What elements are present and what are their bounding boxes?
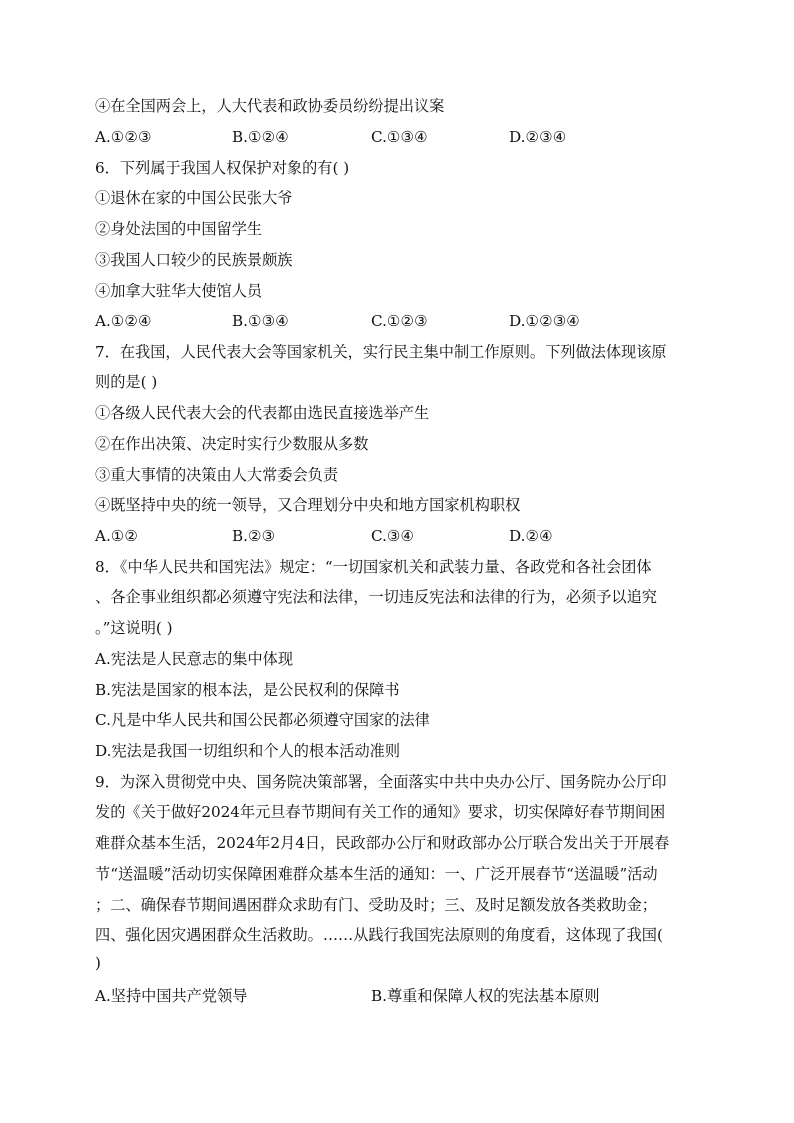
- q7-item-4: ④既坚持中央的统一领导，又合理划分中央和地方国家机构职权: [95, 496, 521, 514]
- q8-stem-line-1: 8．《中华人民共和国宪法》规定：“一切国家机关和武装力量、各政党和各社会团体: [95, 558, 652, 576]
- q7-item-2: ②在作出决策、决定时实行少数服从多数: [95, 435, 369, 453]
- q8-option-d: D.宪法是我国一切组织和个人的根本活动准则: [95, 742, 401, 760]
- q5-option-d: D.②③④: [509, 128, 567, 146]
- q6-stem: 6．下列属于我国人权保护对象的有( ): [95, 159, 350, 177]
- q7-option-b: B.②③: [232, 527, 276, 545]
- q7-stem-line-1: 7．在我国，人民代表大会等国家机关，实行民主集中制工作原则。下列做法体现该原: [95, 343, 667, 361]
- q8-option-b: B.宪法是国家的根本法，是公民权利的保障书: [95, 681, 400, 699]
- q9-stem-line-4: 节“送温暖”活动切实保障困难群众基本生活的通知：一、广泛开展春节“送温暖”活动: [95, 865, 658, 883]
- q9-stem-line-7: ): [95, 954, 101, 972]
- q5-option-a: A.①②③: [95, 128, 152, 146]
- q7-stem-line-2: 则的是( ): [95, 373, 158, 391]
- q8-stem-line-3: 。”这说明( ): [95, 619, 173, 637]
- q5-option-b: B.①②④: [232, 128, 289, 146]
- q8-option-c: C.凡是中华人民共和国公民都必须遵守国家的法律: [95, 711, 430, 729]
- q6-option-c: C.①②③: [371, 312, 428, 330]
- q9-stem-line-6: 四、强化因灾遇困群众生活救助。……从践行我国宪法原则的角度看，这体现了我国(: [95, 926, 663, 944]
- q9-stem-line-2: 发的《关于做好2024年元旦春节期间有关工作的通知》要求，切实保障好春节期间困: [95, 803, 666, 821]
- q5-option-c: C.①③④: [371, 128, 428, 146]
- q8-option-a: A.宪法是人民意志的集中体现: [95, 650, 294, 668]
- q9-option-a: A.坚持中国共产党领导: [95, 987, 248, 1005]
- q7-option-c: C.③④: [371, 527, 415, 545]
- q6-item-1: ①退休在家的中国公民张大爷: [95, 189, 293, 207]
- q9-stem-line-5: ；二、确保春节期间遇困群众求助有门、受助及时；三、及时足额发放各类救助金；: [95, 896, 657, 914]
- q6-option-d: D.①②③④: [509, 312, 580, 330]
- q9-stem-line-3: 难群众基本生活，2024年2月4日，民政部办公厅和财政部办公厅联合发出关于开展春: [95, 834, 670, 852]
- q8-stem-line-2: 、各企事业组织都必须遵守宪法和法律，一切违反宪法和法律的行为，必须予以追究: [95, 588, 657, 606]
- q7-item-1: ①各级人民代表大会的代表都由选民直接选举产生: [95, 404, 430, 422]
- q7-option-d: D.②④: [509, 527, 553, 545]
- q6-option-a: A.①②④: [95, 312, 152, 330]
- q6-item-4: ④加拿大驻华大使馆人员: [95, 282, 263, 300]
- q9-stem-line-1: 9．为深入贯彻党中央、国务院决策部署，全面落实中共中央办公厅、国务院办公厅印: [95, 773, 667, 791]
- q5-item-4: ④在全国两会上，人大代表和政协委员纷纷提出议案: [95, 97, 445, 115]
- q6-item-3: ③我国人口较少的民族景颇族: [95, 251, 293, 269]
- q6-option-b: B.①③④: [232, 312, 289, 330]
- q7-option-a: A.①②: [95, 527, 139, 545]
- q7-item-3: ③重大事情的决策由人大常委会负责: [95, 466, 338, 484]
- q9-option-b: B.尊重和保障人权的宪法基本原则: [371, 987, 600, 1005]
- q6-item-2: ②身处法国的中国留学生: [95, 220, 263, 238]
